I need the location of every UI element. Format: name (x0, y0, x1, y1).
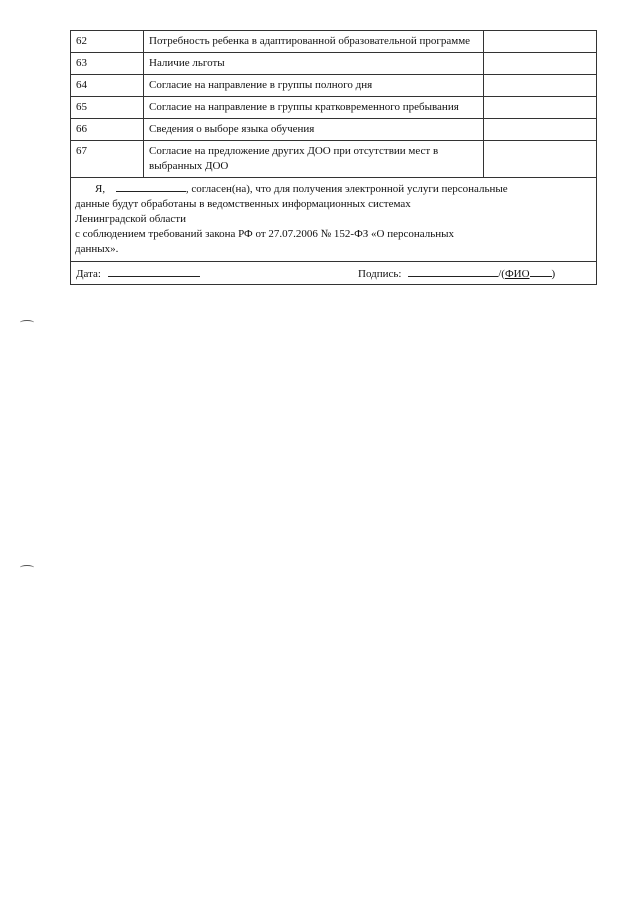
margin-scan-mark (20, 320, 34, 325)
fio-label: ФИО (504, 268, 530, 280)
row-value-field[interactable] (484, 53, 597, 75)
consent-mid: , согласен(на), что для получения электронной услуги персональные (185, 183, 508, 195)
table-row (71, 53, 597, 75)
table-row (71, 119, 597, 141)
row-number: 63 (71, 53, 144, 75)
table-row (71, 31, 597, 53)
row-value-field[interactable] (484, 75, 597, 97)
consent-row (71, 178, 597, 262)
row-value-field[interactable] (484, 31, 597, 53)
name-blank-field[interactable] (116, 180, 186, 192)
date-label: Дата: (76, 268, 101, 280)
row-label: Согласие на направление в группы кратковременного пребывания (144, 97, 484, 119)
row-number: 62 (71, 31, 144, 53)
table-row (71, 141, 597, 178)
consent-line-5: данных». (75, 243, 119, 255)
row-number: 64 (71, 75, 144, 97)
row-number: 65 (71, 97, 144, 119)
signature-blank-field[interactable] (408, 265, 498, 277)
signature-label: Подпись: (358, 268, 402, 280)
consent-line-1 (95, 180, 590, 197)
row-number: 66 (71, 119, 144, 141)
row-value-field[interactable] (484, 141, 597, 178)
consent-statement (71, 178, 597, 262)
table-row (71, 97, 597, 119)
consent-line-4: с соблюдением требований закона РФ от 27.07.2006 № 152-ФЗ «О персональных (75, 228, 455, 240)
date-blank-field[interactable] (108, 265, 200, 277)
consent-line-3: Ленинградской области (75, 213, 186, 225)
row-number: 67 (71, 141, 144, 178)
signature-close: ) (551, 268, 556, 280)
margin-scan-mark (20, 565, 34, 570)
row-label: Наличие льготы (144, 53, 484, 75)
row-value-field[interactable] (484, 97, 597, 119)
row-label: Согласие на направление в группы полного дня (144, 75, 484, 97)
signature-cell (71, 262, 597, 285)
row-label: Согласие на предложение других ДОО при отсутствии мест в выбранных ДОО (144, 141, 484, 178)
consent-line-2: данные будут обработаны в ведомственных информационных системах (75, 198, 411, 210)
table-row (71, 75, 597, 97)
signature-row (71, 262, 597, 285)
row-label: Сведения о выборе языка обучения (144, 119, 484, 141)
application-form-table (70, 30, 597, 285)
row-value-field[interactable] (484, 119, 597, 141)
row-label: Потребность ребенка в адаптированной образовательной программе (144, 31, 484, 53)
signature-group (358, 265, 555, 282)
consent-prefix: Я, (95, 183, 106, 195)
signature-slash: /( (498, 268, 505, 280)
form-rows (71, 31, 597, 285)
date-group (76, 265, 200, 282)
fio-blank-field[interactable] (530, 265, 552, 277)
